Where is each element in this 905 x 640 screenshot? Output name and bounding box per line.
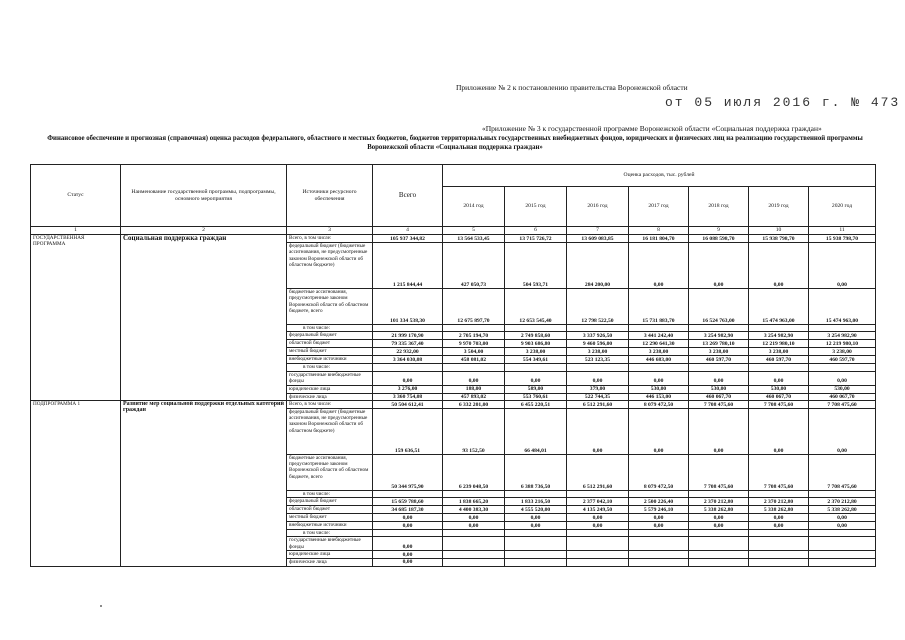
source-label: областной бюджет bbox=[287, 340, 373, 348]
value-cell: 3 238,00 bbox=[629, 348, 689, 356]
source-label: в том числе: bbox=[287, 364, 373, 371]
value-cell bbox=[749, 530, 809, 537]
col-status-header: Статус bbox=[31, 165, 121, 227]
column-number: 9 bbox=[689, 227, 749, 235]
value-cell: 0,00 bbox=[443, 514, 505, 522]
value-cell: 12 290 641,30 bbox=[629, 340, 689, 348]
value-cell: 2 705 194,70 bbox=[443, 332, 505, 340]
value-cell: 4 555 520,00 bbox=[505, 506, 567, 514]
value-cell bbox=[505, 325, 567, 332]
value-cell: 0,00 bbox=[689, 243, 749, 289]
source-label: бюджетные ассигнования, предусмотренные законом Воронежской области об областном бюджете, всего bbox=[287, 454, 373, 490]
table-row bbox=[31, 400, 876, 408]
value-cell: 0,00 bbox=[629, 408, 689, 454]
value-cell bbox=[505, 559, 567, 566]
value-cell bbox=[809, 364, 876, 371]
value-cell: 7 708 475,60 bbox=[809, 400, 876, 408]
value-cell: 3 504,00 bbox=[443, 348, 505, 356]
value-cell: 6 332 201,00 bbox=[443, 400, 505, 408]
value-cell: 0,00 bbox=[443, 522, 505, 530]
value-cell: 530,00 bbox=[749, 385, 809, 393]
value-cell: 530,00 bbox=[629, 385, 689, 393]
row-status: ГОСУДАРСТВЕННАЯ ПРОГРАММА bbox=[31, 235, 121, 401]
value-cell: 5 338 262,80 bbox=[809, 506, 876, 514]
value-cell: 50 504 612,41 bbox=[373, 400, 443, 408]
source-label: местный бюджет bbox=[287, 514, 373, 522]
value-cell bbox=[443, 325, 505, 332]
source-label: государственные внебюджетные фонды bbox=[287, 371, 373, 385]
value-cell: 8 079 472,50 bbox=[629, 454, 689, 490]
value-cell: 0,00 bbox=[809, 408, 876, 454]
value-cell: 2 749 858,60 bbox=[505, 332, 567, 340]
value-cell bbox=[689, 364, 749, 371]
value-cell: 3 276,00 bbox=[373, 385, 443, 393]
value-cell: 7 708 475,60 bbox=[809, 454, 876, 490]
value-cell: 0,00 bbox=[505, 514, 567, 522]
value-cell bbox=[373, 325, 443, 332]
value-cell: 15 938 798,70 bbox=[749, 235, 809, 243]
value-cell bbox=[505, 364, 567, 371]
value-cell bbox=[505, 537, 567, 551]
value-cell bbox=[749, 551, 809, 559]
value-cell: 15 474 963,00 bbox=[749, 289, 809, 325]
value-cell: 460 067,70 bbox=[749, 393, 809, 400]
value-cell bbox=[749, 537, 809, 551]
value-cell: 0,00 bbox=[505, 371, 567, 385]
value-cell: 284 200,00 bbox=[567, 243, 629, 289]
value-cell: 3 238,00 bbox=[809, 348, 876, 356]
source-label: юридические лица bbox=[287, 385, 373, 393]
value-cell: 13 609 083,85 bbox=[567, 235, 629, 243]
value-cell: 13 715 726,72 bbox=[505, 235, 567, 243]
value-cell bbox=[809, 325, 876, 332]
value-cell: 12 798 522,50 bbox=[567, 289, 629, 325]
header-line-1: Приложение № 2 к постановлению правительства Воронежской области bbox=[456, 83, 688, 92]
value-cell: 0,00 bbox=[373, 551, 443, 559]
value-cell bbox=[689, 537, 749, 551]
column-number: 5 bbox=[443, 227, 505, 235]
value-cell: 3 364 030,08 bbox=[373, 356, 443, 364]
value-cell: 7 708 475,60 bbox=[689, 400, 749, 408]
value-cell: 2 370 212,80 bbox=[749, 498, 809, 506]
value-cell: 12 219 980,10 bbox=[749, 340, 809, 348]
row-name: Социальная поддержка граждан bbox=[121, 235, 287, 401]
value-cell bbox=[809, 490, 876, 497]
value-cell: 0,00 bbox=[809, 243, 876, 289]
value-cell: 0,00 bbox=[567, 514, 629, 522]
value-cell bbox=[567, 490, 629, 497]
value-cell: 3 238,00 bbox=[689, 348, 749, 356]
value-cell: 188,00 bbox=[443, 385, 505, 393]
value-cell bbox=[443, 537, 505, 551]
year-header: 2020 год bbox=[809, 187, 876, 227]
row-name: Развитие мер социальной поддержки отдельных категорий граждан bbox=[121, 400, 287, 566]
value-cell: 13 269 780,10 bbox=[689, 340, 749, 348]
value-cell bbox=[443, 364, 505, 371]
value-cell: 15 659 788,60 bbox=[373, 498, 443, 506]
value-cell: 5 338 262,80 bbox=[689, 506, 749, 514]
value-cell: 13 564 533,45 bbox=[443, 235, 505, 243]
value-cell bbox=[629, 537, 689, 551]
source-label: федеральный бюджет (бюджетные ассигнования, не предусмотренные законом Воронежской области об областном бюджете) bbox=[287, 408, 373, 454]
value-cell: 15 938 798,70 bbox=[809, 235, 876, 243]
value-cell: 0,00 bbox=[689, 514, 749, 522]
year-header: 2018 год bbox=[689, 187, 749, 227]
value-cell: 530,00 bbox=[809, 385, 876, 393]
value-cell: 6 512 291,60 bbox=[567, 454, 629, 490]
source-label: внебюджетные источники bbox=[287, 356, 373, 364]
value-cell bbox=[629, 490, 689, 497]
value-cell: 15 474 963,00 bbox=[809, 289, 876, 325]
table-row bbox=[31, 235, 876, 243]
source-label: областной бюджет bbox=[287, 506, 373, 514]
value-cell: 0,00 bbox=[749, 514, 809, 522]
value-cell bbox=[689, 551, 749, 559]
source-label: Всего, в том числе: bbox=[287, 235, 373, 243]
value-cell: 427 050,73 bbox=[443, 243, 505, 289]
value-cell bbox=[443, 530, 505, 537]
value-cell: 3 238,00 bbox=[567, 348, 629, 356]
value-cell: 3 337 926,50 bbox=[567, 332, 629, 340]
value-cell bbox=[689, 325, 749, 332]
value-cell: 460 067,70 bbox=[689, 393, 749, 400]
value-cell: 0,00 bbox=[749, 408, 809, 454]
year-header: 2019 год bbox=[749, 187, 809, 227]
value-cell: 2 370 212,80 bbox=[809, 498, 876, 506]
source-label: бюджетные ассигнования, предусмотренные законом Воронежской области об областном бюджете, всего bbox=[287, 289, 373, 325]
value-cell: 105 937 344,82 bbox=[373, 235, 443, 243]
value-cell: 12 653 545,40 bbox=[505, 289, 567, 325]
value-cell: 101 334 538,30 bbox=[373, 289, 443, 325]
header-date: от 05 июля 2016 г. № 473 bbox=[665, 95, 901, 110]
value-cell: 523 123,35 bbox=[567, 356, 629, 364]
value-cell: 0,00 bbox=[505, 522, 567, 530]
value-cell: 2 377 042,10 bbox=[567, 498, 629, 506]
value-cell bbox=[809, 551, 876, 559]
value-cell: 4 400 383,30 bbox=[443, 506, 505, 514]
value-cell bbox=[749, 490, 809, 497]
value-cell: 6 388 736,50 bbox=[505, 454, 567, 490]
value-cell: 446 683,00 bbox=[629, 356, 689, 364]
value-cell: 0,00 bbox=[443, 371, 505, 385]
value-cell bbox=[373, 490, 443, 497]
value-cell bbox=[629, 364, 689, 371]
column-number: 4 bbox=[373, 227, 443, 235]
value-cell: 9 460 596,00 bbox=[567, 340, 629, 348]
col-source-header: Источники ресурсного обеспечения bbox=[287, 165, 373, 227]
value-cell bbox=[505, 530, 567, 537]
budget-table bbox=[30, 164, 876, 567]
value-cell bbox=[689, 559, 749, 566]
value-cell: 0,00 bbox=[749, 522, 809, 530]
value-cell: 522 744,35 bbox=[567, 393, 629, 400]
value-cell: 0,00 bbox=[567, 371, 629, 385]
source-label: федеральный бюджет (бюджетные ассигнования, не предусмотренные законом Воронежской области об областном бюджете) bbox=[287, 243, 373, 289]
source-label: в том числе: bbox=[287, 530, 373, 537]
value-cell: 0,00 bbox=[689, 522, 749, 530]
value-cell: 34 685 187,30 bbox=[373, 506, 443, 514]
source-label: Всего, в том числе: bbox=[287, 400, 373, 408]
value-cell: 530,00 bbox=[689, 385, 749, 393]
source-label: в том числе: bbox=[287, 490, 373, 497]
value-cell bbox=[689, 530, 749, 537]
value-cell: 3 254 982,90 bbox=[689, 332, 749, 340]
value-cell: 8 079 472,50 bbox=[629, 400, 689, 408]
value-cell: 12 675 897,70 bbox=[443, 289, 505, 325]
value-cell bbox=[443, 490, 505, 497]
value-cell bbox=[373, 530, 443, 537]
value-cell: 93 152,50 bbox=[443, 408, 505, 454]
value-cell: 1 833 216,50 bbox=[505, 498, 567, 506]
column-number: 7 bbox=[567, 227, 629, 235]
value-cell: 5 338 262,80 bbox=[749, 506, 809, 514]
value-cell: 159 636,51 bbox=[373, 408, 443, 454]
value-cell: 1 215 844,44 bbox=[373, 243, 443, 289]
value-cell bbox=[567, 559, 629, 566]
value-cell: 22 932,00 bbox=[373, 348, 443, 356]
source-label: внебюджетные источники bbox=[287, 522, 373, 530]
value-cell bbox=[629, 530, 689, 537]
value-cell: 16 088 598,70 bbox=[689, 235, 749, 243]
source-label: федеральный бюджет bbox=[287, 498, 373, 506]
value-cell: 460 597,70 bbox=[689, 356, 749, 364]
value-cell: 50 344 975,90 bbox=[373, 454, 443, 490]
column-number: 6 bbox=[505, 227, 567, 235]
value-cell: 79 335 367,40 bbox=[373, 340, 443, 348]
value-cell bbox=[629, 551, 689, 559]
value-cell: 0,00 bbox=[567, 522, 629, 530]
value-cell bbox=[505, 490, 567, 497]
document-title: Финансовое обеспечение и прогнозная (справочная) оценка расходов федерального, областного и местных бюджетов, бюджетов территориальных государственных внебюджетных фондов, юридических и физических лиц на реализацию государственной программы Воронежской области «Социальная поддержка граждан» bbox=[47, 135, 863, 151]
value-cell bbox=[567, 325, 629, 332]
value-cell bbox=[443, 559, 505, 566]
column-number: 1 bbox=[31, 227, 121, 235]
column-number: 11 bbox=[809, 227, 876, 235]
value-cell bbox=[629, 559, 689, 566]
value-cell: 0,00 bbox=[689, 371, 749, 385]
column-number: 3 bbox=[287, 227, 373, 235]
source-label: в том числе: bbox=[287, 325, 373, 332]
column-number: 8 bbox=[629, 227, 689, 235]
value-cell: 0,00 bbox=[809, 371, 876, 385]
value-cell: 589,00 bbox=[505, 385, 567, 393]
value-cell bbox=[567, 551, 629, 559]
value-cell: 457 893,02 bbox=[443, 393, 505, 400]
value-cell: 0,00 bbox=[749, 243, 809, 289]
value-cell: 6 512 291,60 bbox=[567, 400, 629, 408]
value-cell bbox=[567, 537, 629, 551]
value-cell: 0,00 bbox=[809, 514, 876, 522]
value-cell: 0,00 bbox=[629, 243, 689, 289]
source-label: государственные внебюджетные фонды bbox=[287, 537, 373, 551]
column-number: 10 bbox=[749, 227, 809, 235]
value-cell: 16 181 804,70 bbox=[629, 235, 689, 243]
value-cell: 7 708 475,60 bbox=[749, 454, 809, 490]
value-cell: 2 500 226,40 bbox=[629, 498, 689, 506]
value-cell: 9 970 703,00 bbox=[443, 340, 505, 348]
value-cell: 0,00 bbox=[567, 408, 629, 454]
value-cell bbox=[809, 530, 876, 537]
source-label: физические лица bbox=[287, 393, 373, 400]
value-cell: 0,00 bbox=[373, 522, 443, 530]
value-cell: 6 239 048,50 bbox=[443, 454, 505, 490]
value-cell: 3 238,00 bbox=[505, 348, 567, 356]
value-cell: 66 484,01 bbox=[505, 408, 567, 454]
value-cell: 0,00 bbox=[629, 522, 689, 530]
value-cell: 0,00 bbox=[373, 559, 443, 566]
value-cell: 0,00 bbox=[809, 522, 876, 530]
row-status: ПОДПРОГРАММА 1 bbox=[31, 400, 121, 566]
source-label: местный бюджет bbox=[287, 348, 373, 356]
value-cell: 5 579 246,10 bbox=[629, 506, 689, 514]
value-cell: 3 254 982,90 bbox=[809, 332, 876, 340]
value-cell bbox=[749, 325, 809, 332]
value-cell: 460 597,70 bbox=[809, 356, 876, 364]
value-cell bbox=[443, 551, 505, 559]
value-cell: 553 760,61 bbox=[505, 393, 567, 400]
value-cell: 504 593,71 bbox=[505, 243, 567, 289]
value-cell: 6 455 220,51 bbox=[505, 400, 567, 408]
col-estimate-header: Оценка расходов, тыс. рублей bbox=[443, 165, 876, 187]
value-cell bbox=[567, 364, 629, 371]
source-label: физические лица bbox=[287, 559, 373, 566]
year-header: 2014 год bbox=[443, 187, 505, 227]
value-cell: 460 597,70 bbox=[749, 356, 809, 364]
value-cell: 0,00 bbox=[373, 371, 443, 385]
header-line-2: «Приложение № 3 к государственной программе Воронежской области «Социальная поддержка граждан» bbox=[482, 124, 822, 133]
value-cell bbox=[749, 559, 809, 566]
value-cell: 446 153,00 bbox=[629, 393, 689, 400]
value-cell: 2 370 212,80 bbox=[689, 498, 749, 506]
value-cell: 0,00 bbox=[629, 514, 689, 522]
col-name-header: Наименование государственной программы, подпрограммы, основного мероприятия bbox=[121, 165, 287, 227]
year-header: 2016 год bbox=[567, 187, 629, 227]
value-cell: 554 349,61 bbox=[505, 356, 567, 364]
value-cell bbox=[689, 490, 749, 497]
value-cell: 460 067,70 bbox=[809, 393, 876, 400]
value-cell bbox=[749, 364, 809, 371]
value-cell: 379,00 bbox=[567, 385, 629, 393]
value-cell: 458 081,02 bbox=[443, 356, 505, 364]
value-cell bbox=[809, 559, 876, 566]
col-total-header: Всего bbox=[373, 165, 443, 227]
value-cell: 0,00 bbox=[749, 371, 809, 385]
source-label: федеральный бюджет bbox=[287, 332, 373, 340]
value-cell: 3 360 754,08 bbox=[373, 393, 443, 400]
value-cell: 7 708 475,60 bbox=[749, 400, 809, 408]
value-cell: 15 731 883,70 bbox=[629, 289, 689, 325]
value-cell: 0,00 bbox=[373, 514, 443, 522]
year-header: 2017 год bbox=[629, 187, 689, 227]
value-cell: 3 254 982,90 bbox=[749, 332, 809, 340]
value-cell bbox=[505, 551, 567, 559]
value-cell: 4 135 249,50 bbox=[567, 506, 629, 514]
value-cell: 21 999 170,90 bbox=[373, 332, 443, 340]
year-header: 2015 год bbox=[505, 187, 567, 227]
value-cell: 0,00 bbox=[629, 371, 689, 385]
value-cell: 3 238,00 bbox=[749, 348, 809, 356]
value-cell: 0,00 bbox=[689, 408, 749, 454]
value-cell bbox=[629, 325, 689, 332]
source-label: юридические лица bbox=[287, 551, 373, 559]
scan-speck bbox=[100, 605, 102, 607]
value-cell: 16 524 763,00 bbox=[689, 289, 749, 325]
value-cell: 3 441 242,40 bbox=[629, 332, 689, 340]
value-cell: 1 838 665,20 bbox=[443, 498, 505, 506]
value-cell bbox=[567, 530, 629, 537]
value-cell: 0,00 bbox=[373, 537, 443, 551]
value-cell bbox=[373, 364, 443, 371]
value-cell: 9 903 686,80 bbox=[505, 340, 567, 348]
value-cell bbox=[809, 537, 876, 551]
value-cell: 7 708 475,60 bbox=[689, 454, 749, 490]
value-cell: 12 219 980,10 bbox=[809, 340, 876, 348]
column-number: 2 bbox=[121, 227, 287, 235]
